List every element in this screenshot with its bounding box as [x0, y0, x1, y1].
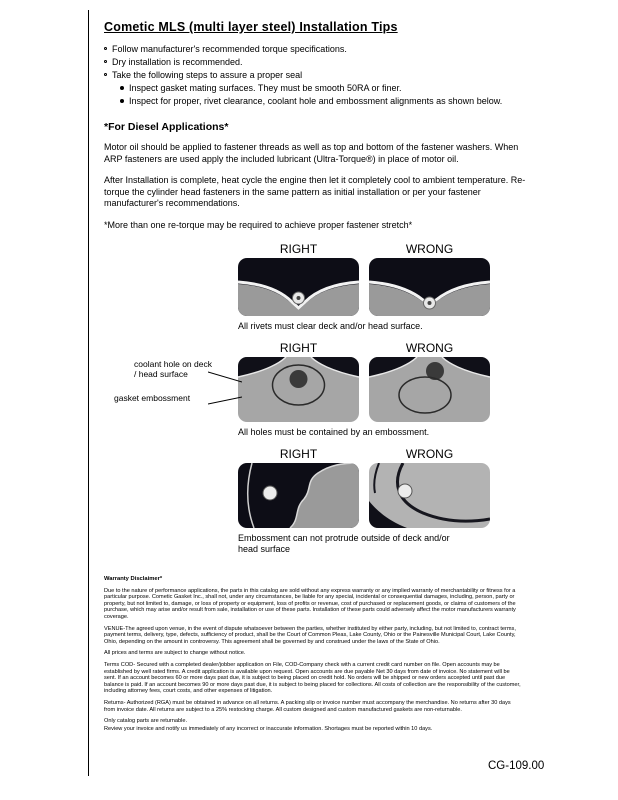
diagram-images	[238, 463, 490, 528]
legal-paragraph: Review your invoice and notify us immediately of any incorrect or inaccurate information. Shortages must be reported within 10 days.	[104, 725, 433, 732]
diagram-caption: All holes must be contained by an embossment.	[238, 426, 430, 437]
diagram-embossment-right	[238, 357, 359, 422]
diagram-row-embossment	[114, 340, 490, 438]
diagram-images	[238, 258, 490, 316]
callout-pointer-lines	[208, 355, 242, 425]
right-label: RIGHT	[279, 340, 318, 355]
diagram-row-rivets	[238, 242, 490, 332]
warranty-disclaimer-heading: Warranty Disclaimer*	[104, 576, 163, 582]
legal-paragraph: Returns- Authorized (RGA) must be obtained in advance on all returns. A packing slip or invoice number must accompany the merchandise. No returns after 30 days from invoice date. All returns are subject to a 25% restocking charge. All custom designed and custom manufactured gaskets are non-returnable.	[104, 699, 511, 713]
tip-text: Dry installation is recommended.	[112, 57, 243, 67]
diagram-labels	[238, 242, 490, 256]
diesel-paragraph-2: After Installation is complete, heat cycle the engine then let it completely cool to ambient temperature. Re-torque the cylinder head fasteners in the same pattern as initial installation or per your fastener manufacturer's recommendations.	[104, 175, 526, 208]
retorque-note: *More than one re-torque may be required to achieve proper fastener stretch*	[104, 219, 413, 230]
list-sub-item	[120, 96, 574, 107]
coolant-hole-callout: coolant hole on deck / head surface	[134, 358, 212, 379]
tip-text: Inspect gasket mating surfaces. They must be smooth 50RA or finer.	[129, 83, 402, 93]
installation-tips-list	[104, 44, 574, 107]
wrong-label: WRONG	[405, 446, 454, 461]
diagram-row-protrusion	[238, 447, 490, 555]
document-number: CG-109.00	[488, 760, 545, 772]
bullet-icon	[120, 86, 124, 90]
bullet-icon	[120, 99, 124, 103]
open-bullet-icon	[104, 73, 107, 76]
wrong-label: WRONG	[405, 340, 454, 355]
tip-text: Follow manufacturer's recommended torque specifications.	[112, 44, 347, 54]
page-content	[104, 20, 574, 564]
right-label: RIGHT	[279, 241, 318, 256]
legal-paragraph: Due to the nature of performance applications, the parts in this catalog are sold without any express warranty or any implied warranty of merchantability or fitness for a particular purpose. Cometic Gasket Inc., shall not, under any circumstances, be liable for any special, incidental or consequential damages, including, person, party or property, but not limited to, damage, or loss of property or equipment, loss of profits or revenue, cost of purchased or replacement goods, or claims of customers of the purchase, which may arise and/or result from sale, installation or use of these parts. Installation of these parts could adversely affect the motor manufacturers warranty coverage.	[104, 587, 516, 620]
diagram-labels	[238, 341, 490, 355]
diagram-embossment-wrong	[369, 357, 490, 422]
page-title: Cometic MLS (multi layer steel) Installation Tips	[104, 20, 398, 34]
list-item	[104, 70, 574, 81]
list-item	[104, 57, 574, 68]
diesel-applications-heading: *For Diesel Applications*	[104, 121, 229, 133]
diagram-protrude-right	[238, 463, 359, 528]
diesel-paragraph-1: Motor oil should be applied to fastener threads as well as top and bottom of the fastener washers. When ARP fasteners are used apply the included lubricant (Ultra-Torque®) in place of motor oil.	[104, 142, 519, 164]
tip-text: Inspect for proper, rivet clearance, coolant hole and embossment alignments as shown below.	[129, 96, 503, 106]
right-label: RIGHT	[279, 446, 318, 461]
diagram-rivet-right	[238, 258, 359, 316]
tip-text: Take the following steps to assure a proper seal	[112, 70, 303, 80]
open-bullet-icon	[104, 47, 107, 50]
diagram-images	[238, 357, 490, 422]
diagram-labels	[238, 447, 490, 461]
legal-paragraph: Only catalog parts are returnable.	[104, 718, 188, 725]
diagram-protrude-wrong	[369, 463, 490, 528]
legal-paragraph: VENUE-The agreed upon venue, in the event of dispute whatsoever between the parties, whether instituted by either party, including, but not limited to, contract terms, payment terms, delivery, type, defects, sufficiency of product, shall be the Court of Common Pleas, Lake County, Ohio or the Painesville Municipal Court, Lake County, Ohio, depending on the amount in controversy. This agreement shall be governed by and construed under the laws of the State of Ohio.	[104, 625, 516, 645]
left-margin-rule	[88, 10, 89, 776]
diagram-caption: All rivets must clear deck and/or head surface.	[238, 320, 423, 331]
list-item	[104, 44, 574, 55]
diagram-section	[114, 241, 490, 555]
legal-paragraph: Terms COD- Secured with a completed dealer/jobber application on File, COD-Company check with a current credit card number on file. Open accounts may be established by well rated firms. A credit application is available upon request. Open accounts are due payable Net 30 days from date of invoice. No statement will be sent. If an account becomes 60 or more days past due, it is subject to being placed on credit hold. No orders will be shipped or new orders accepted until past due balance is paid. If an account becomes 90 or more days past due, it is subject to being placed for collections. All costs of collection are the responsibility of the customer, including attorney fees, court costs, and other expenses of litigation.	[104, 661, 521, 695]
list-sub-item	[120, 83, 574, 94]
legal-paragraph: All prices and terms are subject to change without notice.	[104, 650, 246, 657]
gasket-embossment-callout: gasket embossment	[114, 392, 191, 403]
wrong-label: WRONG	[405, 241, 454, 256]
legal-section	[104, 576, 522, 737]
open-bullet-icon	[104, 60, 107, 63]
diagram-rivet-wrong	[369, 258, 490, 316]
diagram-caption: Embossment can not protrude outside of deck and/or head surface	[238, 532, 450, 554]
